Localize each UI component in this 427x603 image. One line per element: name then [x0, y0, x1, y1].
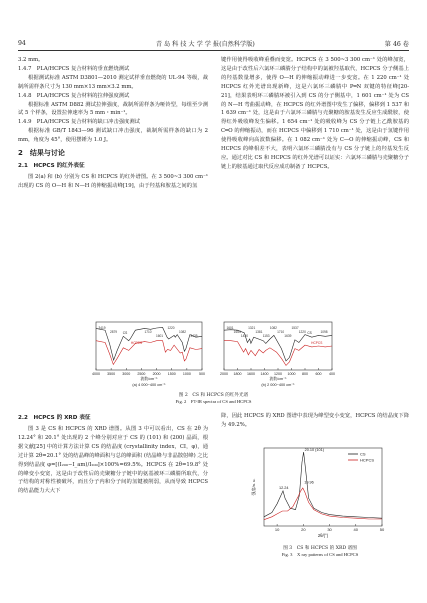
- x-tick-label: 500: [199, 372, 205, 376]
- paragraph-148: 根据标准 ASTM D882 测试拉伸强度，裁制所需样条为哑铃型，每组至少测试 5 个样条，设置拉伸速率为 5 mm・min⁻¹。: [18, 101, 208, 117]
- figure-2-caption-en: Fig. 2 FT-IR spectra of CS and HCPCS: [175, 399, 252, 404]
- left-column: [18, 56, 208, 191]
- peak-annotation: 1153: [262, 334, 270, 338]
- peak-annotation: 1082: [269, 326, 277, 330]
- peak-annotation: 1537: [291, 326, 299, 330]
- figure-2-svg: [18, 318, 409, 390]
- x-axis-label: 2θ/(°): [317, 533, 329, 538]
- peak-annotation: HCPCS: [311, 341, 323, 345]
- text-line: 3.2 mm。: [18, 57, 44, 63]
- x-tick-label: 2000: [152, 372, 161, 376]
- subsection-heading-149: 1.4.9 PLA/HCPCS 复合材料的缺口冲击强度测试: [18, 119, 140, 126]
- peak-annotation: 19.96: [304, 480, 314, 485]
- x-tick-label: 800: [302, 372, 308, 376]
- x-tick-label: 3000: [122, 372, 131, 376]
- figure-3-svg: [250, 442, 390, 542]
- x-tick-label: 600: [315, 372, 322, 376]
- peak-annotation: 20.10 (101): [304, 448, 325, 452]
- paragraph-147: 根据测试标准 ASTM D3801—2010 测定试样垂直燃烧的 UL-94 等级，裁制所需样条尺寸为 130 mm×13 mm×3.2 mm。: [18, 74, 208, 90]
- ir-panel-b: [220, 322, 335, 387]
- x-tick-label: 50: [379, 527, 385, 532]
- figure-3: [250, 442, 390, 542]
- panel-subtitle: (a) 4 000~400 cm⁻¹: [132, 383, 166, 387]
- section-heading-21: 2.1 HCPCS 的红外表征: [18, 163, 85, 170]
- x-tick-label: 2500: [137, 372, 146, 376]
- peak-annotation: 1601: [226, 326, 234, 330]
- peak-annotation: CS: [122, 331, 128, 335]
- section-heading-2: 2 结果与讨论: [18, 149, 65, 158]
- x-tick-label: 1200: [274, 372, 282, 376]
- x-tick-label: 2000: [220, 372, 228, 376]
- section-heading-22: 2.2 HCPCS 的 XRD 表征: [18, 415, 91, 421]
- x-tick-label: 30: [327, 527, 332, 532]
- x-tick-label: 1000: [287, 372, 296, 376]
- peak-annotation: 1220: [298, 330, 306, 334]
- paragraph-ir-discussion: 键作用使得吸收峰重叠而变宽。HCPCS 在 3 500~3 300 cm⁻¹ 处的峰加宽，这是由于改性后六氯环三磷腈分子结构中的氯被羟基取代，HCPCS 分子侧基上的羟基数量增多，使得 O—H 的伸缩振动峰进一步变宽。在 1 220 cm⁻¹ 处 HCPCS 红外光谱出现新峰，这是六氯环三磷腈中 P═N 双键的特征峰[20-21]，结果表明环三磷腈环被引入到 CS 的分子侧基中，1 601 cm⁻¹ 处为 CS 的 N—H 弯曲振动峰，在 HCPCS 的红外谱图中发生了偏移，偏移到 1 537 和 1 639 cm⁻¹ 处，这是由于六氯环三磷腈与壳聚糖的胺基发生反应生成酰胺，使得红外吸收峰发生偏移。1 654 cm⁻¹ 处的吸收峰为 CS 分子链上乙酰胺基的 C═O 的伸缩振动，而在 HCPCS 中偏移到 1 710 cm⁻¹ 处，这是由于氢键作用使得吸收峰向高波数偏移。在 1 082 cm⁻¹ 处为 C—O 的伸缩振动峰，CS 和 HCPCS 的峰相差不大，表明六氯环三磷腈没有与 CS 分子链上的羟基发生反应。通过对比 CS 和 HCPCS 的红外光谱可以证实：六氯环三磷腈与壳聚糖分子链上的胺基通过取代反应成功制备了 HCPCS。: [221, 57, 409, 170]
- peak-annotation: 1710: [144, 330, 152, 334]
- paragraph-149: 根据标准 GB/T 1843—96 测试缺口冲击强度，裁制所需样条的缺口为 2 mm，角度为 45°，使用摆锤为 1.0 J。: [18, 128, 208, 144]
- peak-annotation: HCPCS: [130, 341, 143, 345]
- peak-annotation: 1220: [167, 326, 175, 330]
- x-tick-label: 1800: [233, 372, 242, 376]
- volume-label: 第 46 卷: [384, 40, 409, 48]
- x-tick-label: 400: [329, 372, 335, 376]
- legend-label: CS: [360, 451, 366, 457]
- left-column-lower: [18, 412, 208, 496]
- figure-3-caption-cn: 图 3 CS 和 HCPCS 的 XRD 谱图: [283, 546, 357, 551]
- x-tick-label: 1600: [247, 372, 255, 376]
- right-column-lower: [221, 412, 409, 430]
- figure-2: [18, 318, 409, 390]
- subsection-heading-147: 1.4.7 PLA/HCPCS 复合材料的垂直燃烧测试: [18, 65, 130, 72]
- x-tick-label: 1500: [167, 372, 176, 376]
- running-header: [18, 38, 409, 48]
- peak-annotation: 1420: [240, 334, 249, 338]
- peak-annotation: 1321: [248, 326, 256, 330]
- peak-annotation: 3435: [190, 334, 198, 338]
- peak-annotation: 1639: [284, 334, 292, 338]
- x-axis-label: 波数/cm⁻¹: [140, 377, 158, 381]
- peak-annotation: 1654: [233, 330, 241, 334]
- peak-annotation: CS: [307, 331, 312, 335]
- peak-annotation: 2879: [109, 330, 118, 334]
- header-rule: [18, 50, 409, 51]
- x-tick-label: 20: [301, 527, 306, 532]
- page-number: 94: [18, 39, 26, 47]
- legend-label: HCPCS: [360, 457, 375, 463]
- paragraph-22-cont: 降，因此 HCPCS 的 XRD 图谱中表现为峰型变小变宽，HCPCS 的结晶度下降为 49.2%。: [221, 413, 409, 428]
- panel-subtitle: (b) 2 000~400 cm⁻¹: [261, 383, 295, 387]
- x-tick-label: 1000: [182, 372, 191, 376]
- ir-panel-a: [92, 322, 205, 387]
- peak-annotation: 1381: [255, 330, 263, 334]
- x-tick-label: 10: [274, 527, 280, 532]
- subsection-heading-148: 1.4.8 PLA/HCPCS 复合材料的拉伸强度测试: [18, 92, 130, 99]
- peak-annotation: 1082: [178, 330, 187, 334]
- journal-title: 青 岛 科 技 大 学 学 报(自然科学版): [155, 40, 255, 48]
- x-tick-label: 3500: [107, 372, 116, 376]
- peak-annotation: 1098: [320, 330, 328, 334]
- peak-annotation: 1710: [277, 330, 285, 334]
- figure-3-caption-en: Fig. 3 X ray patterns of CS and HCPCS: [281, 552, 359, 557]
- figure-2-caption-cn: 图 2 CS 和 HCPCS 的红外光谱: [178, 393, 249, 398]
- xrd-panel: [250, 448, 385, 538]
- paragraph-22: 图 3 是 CS 和 HCPCS 的 XRD 谱图。从图 3 中可以看出，CS 在 2θ 为 12.24° 和 20.1° 处出现的 2 个峰分别对应于 CS 的 (101) 和 (200) 晶面，根据文献[25] 中的计算方法计算 CS 的结晶度 (crystallinity index，CI，φ)，通过计算 2θ=20.1° 处的结晶峰的峰面积与总的峰面积 (结晶峰与非晶散射峰) 之比得到结晶度 φ=[(I₂₀₀−I_am)/I₂₀₀]×100%=69.5%。HCPCS 在 2θ=19.8° 处的峰变小变宽，这是由于改性后的壳聚糖分子链中的氨基被环三磷腈所取代，分子结构的对称性被破坏，而且分子内和分子间的氢键被削弱，从而导致 HCPCS 的结晶能力大大下: [18, 426, 208, 495]
- y-axis-label: 强度/a. u.: [251, 478, 256, 496]
- peak-annotation: 3419: [98, 326, 106, 330]
- peak-annotation: 12.24: [278, 485, 289, 490]
- right-column: [221, 56, 409, 172]
- x-axis-label: 波数/cm⁻¹: [269, 377, 287, 381]
- paragraph-21: 图 2(a) 和 (b) 分别为 CS 和 HCPCS 的红外谱图。在 3 500~3 300 cm⁻¹ 出现的 CS 的 O—H 和 N—H 的伸缩振动峰[19]，由于羟基和胺基之间的氢: [18, 174, 208, 189]
- x-tick-label: 1400: [260, 372, 269, 376]
- x-tick-label: 40: [353, 527, 359, 532]
- x-tick-label: 4000: [92, 372, 100, 376]
- peak-annotation: 1601: [155, 334, 164, 338]
